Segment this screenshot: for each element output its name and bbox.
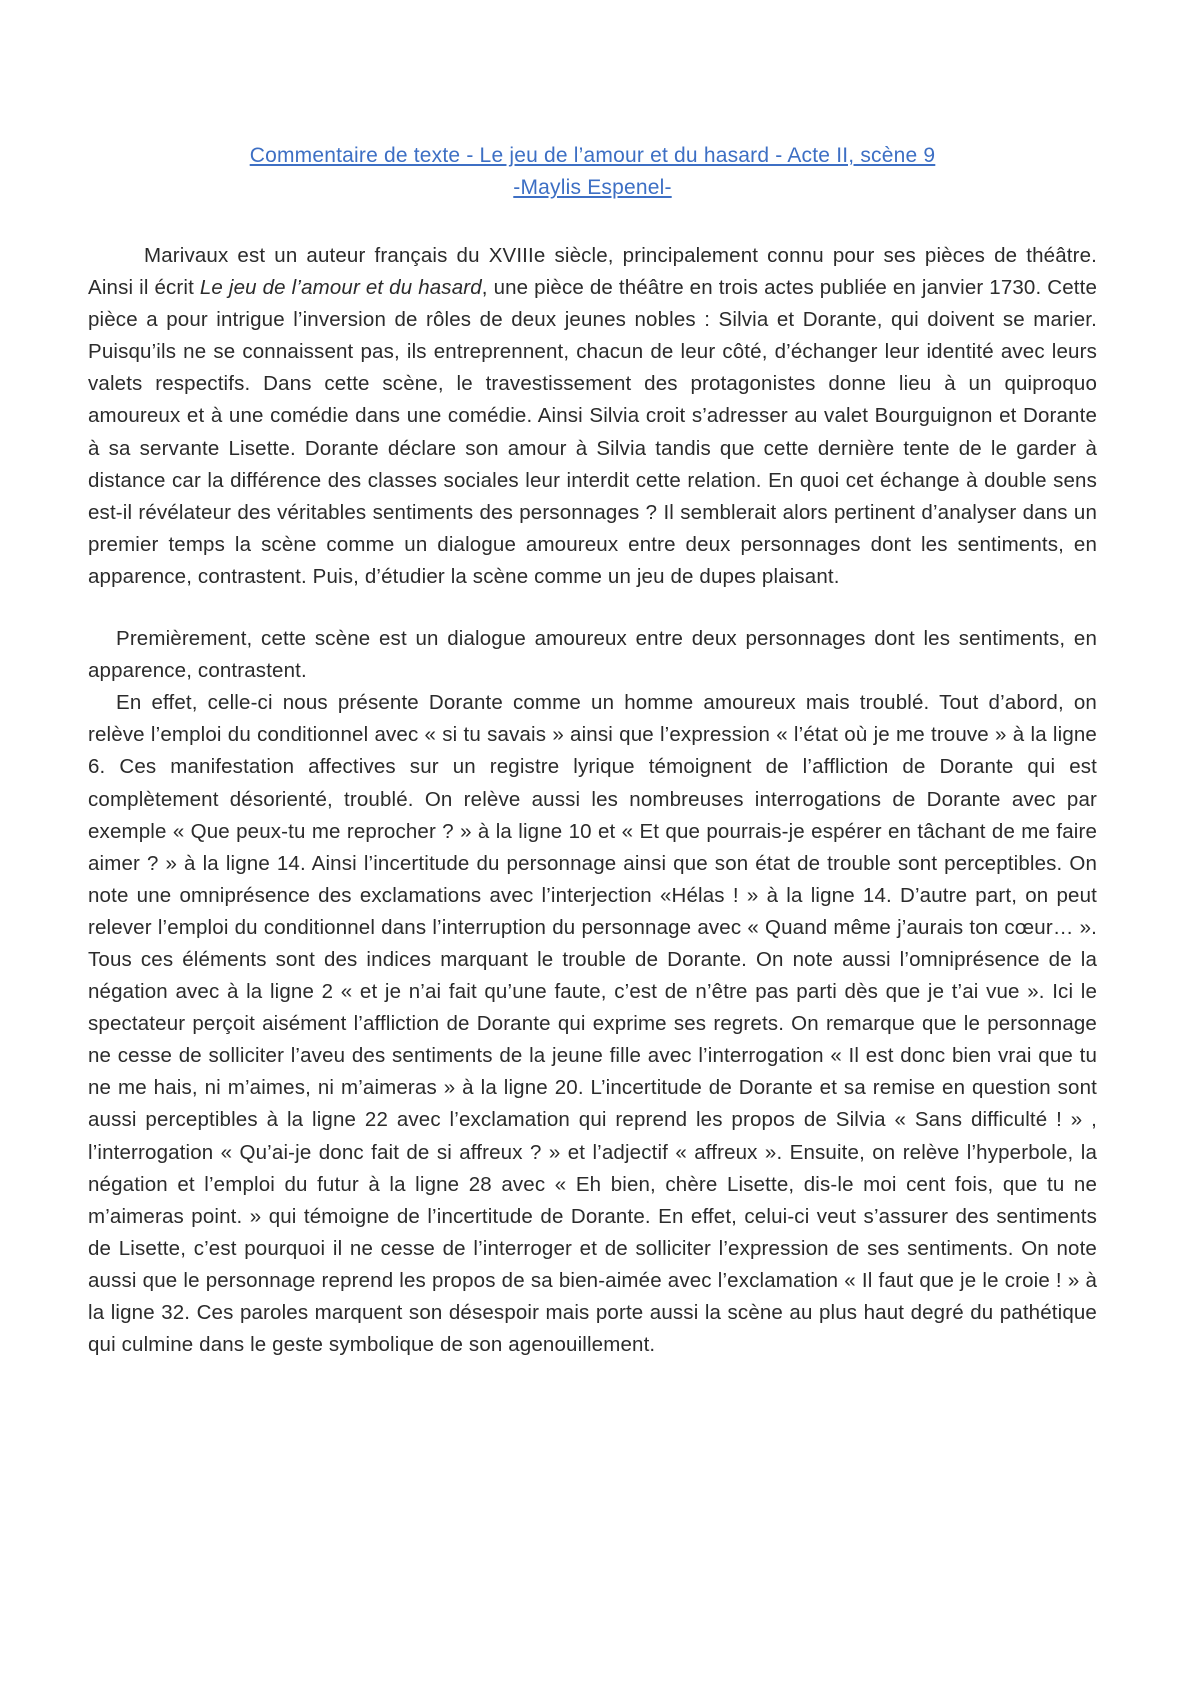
intro-text-end: , une pièce de théâtre en trois actes publiée en janvier 1730. Cette pièce a pour intrigue l’inversion de rôles de deux jeunes nobles : Silvia et Dorante, qui doivent se marier. Puisqu’ils ne se connaissent pas, ils entreprennent, chacun de leur côté, d’échanger leur identité avec leurs valets respectifs. Dans cette scène, le travestissement des protagonistes donne lieu à un quiproquo amoureux et à une comédie dans une comédie. Ainsi Silvia croit s’adresser au valet Bourguignon et Dorante à sa servante Lisette. Dorante déclare son amour à Silvia tandis que cette dernière tente de le garder à distance car la différence des classes sociales leur interdit cette relation. En quoi cet échange à double sens est-il révélateur des véritables sentiments des personnages ? Il semblerait alors pertinent d’analyser dans un premier temps la scène comme un dialogue amoureux entre deux personnages dont les sentiments, en apparence, contrastent. Puis, d’étudier la scène comme un jeu de dupes plaisant. [88, 276, 1097, 588]
document-page [88, 140, 1097, 1361]
title-author-link[interactable]: -Maylis Espenel- [513, 176, 672, 199]
work-title: Le jeu de l’amour et du hasard [199, 276, 482, 300]
title-main-link[interactable]: Commentaire de texte - Le jeu de l’amour et du hasard - Acte II, scène 9 [249, 144, 936, 167]
part-one-intro-paragraph: Premièrement, cette scène est un dialogue amoureux entre deux personnages dont les sentiments, en apparence, contrastent. [88, 627, 1097, 683]
document-title [88, 140, 1097, 204]
paragraph-spacer [88, 593, 1097, 623]
part-one-body-paragraph: En effet, celle-ci nous présente Dorante comme un homme amoureux mais troublé. Tout d’abord, on relève l’emploi du conditionnel avec « si tu savais » ainsi que l’expression « l’état où je me trouve » à la ligne 6. Ces manifestation affectives sur un registre lyrique témoignent de l’affliction de Dorante qui est complètement désorienté, troublé. On relève aussi les nombreuses interrogations de Dorante avec par exemple « Que peux-tu me reprocher ? » à la ligne 10 et « Et que pourrais-je espérer en tâchant de me faire aimer ? » à la ligne 14. Ainsi l’incertitude du personnage ainsi que son état de trouble sont perceptibles. On note une omniprésence des exclamations avec l’interjection «Hélas ! » à la ligne 14. D’autre part, on peut relever l’emploi du conditionnel dans l’interruption du personnage avec « Quand même j’aurais ton cœur… ». Tous ces éléments sont des indices marquant le trouble de Dorante. On note aussi l’omniprésence de la négation avec à la ligne 2 « et je n’ai fait qu’une faute, c’est de n’être pas parti dès que je t’ai vue ». Ici le spectateur perçoit aisément l’affliction de Dorante qui exprime ses regrets. On remarque que le personnage ne cesse de solliciter l’aveu des sentiments de la jeune fille avec l’interrogation « Il est donc bien vrai que tu ne me hais, ni m’aimes, ni m’aimeras » à la ligne 20. L’incertitude de Dorante et sa remise en question sont aussi perceptibles à la ligne 22 avec l’exclamation qui reprend les propos de Silvia « Sans difficulté ! » , l’interrogation « Qu’ai-je donc fait de si affreux ? » et l’adjectif « affreux ». Ensuite, on relève l’hyperbole, la négation et l’emploi du futur à la ligne 28 avec « Eh bien, chère Lisette, dis-le moi cent fois, que tu ne m’aimeras point. » qui témoigne de l’incertitude de Dorante. En effet, celui-ci veut s’assurer des sentiments de Lisette, c’est pourquoi il ne cesse de l’interroger et de solliciter l’expression de ses sentiments. On note aussi que le personnage reprend les propos de sa bien-aimée avec l’exclamation « Il faut que je le croie ! » à la ligne 32. Ces paroles marquent son désespoir mais porte aussi la scène au plus haut degré du pathétique qui culmine dans le geste symbolique de son agenouillement. [88, 691, 1097, 1357]
intro-text-start: Marivaux est un auteur français du XVIIIe siècle, principalement connu pour ses pièces de théâtre. Ainsi il écrit [88, 244, 1097, 300]
intro-paragraph [88, 240, 1097, 593]
